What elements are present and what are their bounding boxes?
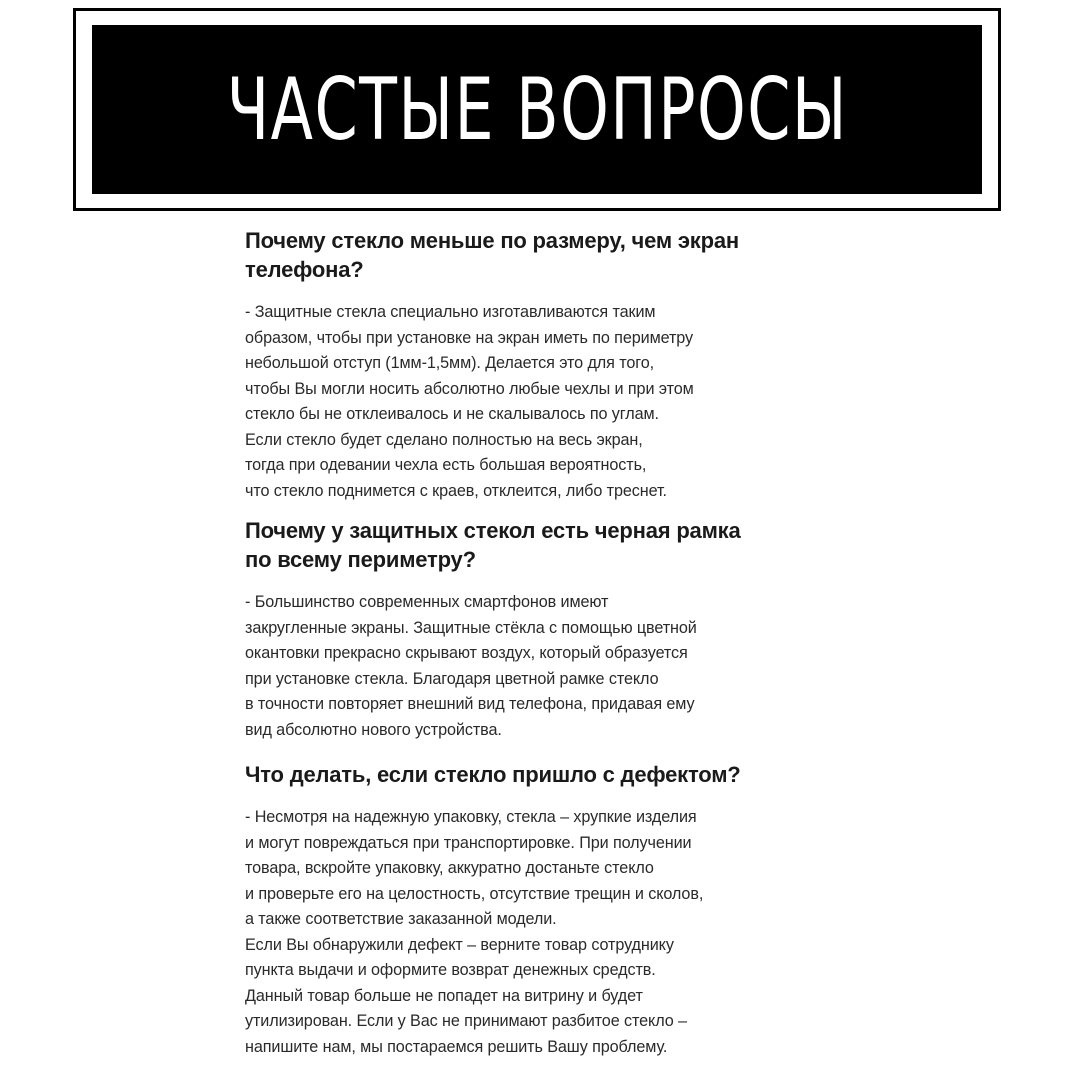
answer-line: и могут повреждаться при транспортировке. При получении	[245, 833, 692, 852]
question-line: по всему периметру?	[245, 547, 476, 572]
answer-line: в точности повторяет внешний вид телефона, придавая ему	[245, 695, 695, 713]
page-title: ЧАСТЫЕ ВОПРОСЫ	[226, 59, 848, 160]
answer-line: напишите нам, мы постараемся решить Вашу проблему.	[245, 1037, 668, 1056]
answer-line: - Защитные стекла специально изготавливаются таким	[245, 303, 656, 321]
title-banner-frame	[73, 8, 1001, 211]
answer-line: тогда при одевании чехла есть большая вероятность,	[245, 456, 647, 474]
answer-line: вид абсолютно нового устройства.	[245, 720, 502, 739]
faq-item-size	[245, 226, 739, 504]
answer-line: Если стекло будет сделано полностью на весь экран,	[245, 430, 643, 449]
answer-line: Если Вы обнаружили дефект – верните товар сотруднику	[245, 935, 674, 954]
answer-line: чтобы Вы могли носить абсолютно любые чехлы и при этом	[245, 379, 694, 398]
question-line: Что делать, если стекло пришло с дефектом?	[245, 762, 741, 787]
question-line: Почему стекло меньше по размеру, чем экран	[245, 228, 739, 253]
answer-line: - Несмотря на надежную упаковку, стекла – хрупкие изделия	[245, 808, 697, 826]
faq-answer	[245, 590, 741, 743]
answer-line: а также соответствие заказанной модели.	[245, 910, 557, 928]
faq-answer	[245, 805, 741, 1060]
answer-line: небольшой отступ (1мм-1,5мм). Делается это для того,	[245, 354, 655, 372]
faq-question	[245, 226, 739, 284]
answer-line: и проверьте его на целостность, отсутствие трещин и сколов,	[245, 884, 704, 903]
title-banner	[92, 25, 982, 194]
answer-line: пункта выдачи и оформите возврат денежных средств.	[245, 961, 656, 979]
faq-item-defect	[245, 760, 741, 1060]
question-line: Почему у защитных стекол есть черная рамка	[245, 518, 741, 543]
answer-line: товара, вскройте упаковку, аккуратно достаньте стекло	[245, 859, 654, 877]
answer-line: Данный товар больше не попадет на витрину и будет	[245, 986, 643, 1005]
faq-answer	[245, 300, 739, 504]
answer-line: что стекло поднимется с краев, отклеится, либо треснет.	[245, 481, 667, 500]
faq-question	[245, 760, 741, 789]
answer-line: - Большинство современных смартфонов имеют	[245, 593, 609, 611]
answer-line: стекло бы не отклеивалось и не скалывалось по углам.	[245, 405, 659, 423]
answer-line: утилизирован. Если у Вас не принимают разбитое стекло –	[245, 1012, 687, 1030]
answer-line: закругленные экраны. Защитные стёкла с помощью цветной	[245, 618, 697, 637]
question-line: телефона?	[245, 257, 364, 282]
faq-question	[245, 516, 741, 574]
answer-line: образом, чтобы при установке на экран иметь по периметру	[245, 328, 693, 347]
answer-line: при установке стекла. Благодаря цветной рамке стекло	[245, 669, 659, 688]
faq-item-black-frame	[245, 516, 741, 743]
answer-line: окантовки прекрасно скрывают воздух, который образуется	[245, 644, 688, 662]
